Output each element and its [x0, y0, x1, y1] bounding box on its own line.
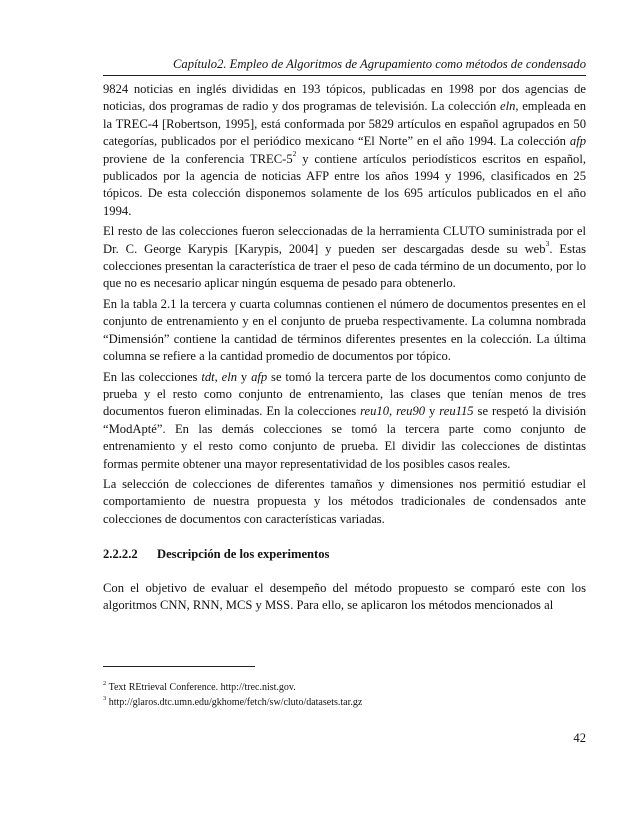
running-header: [103, 56, 586, 72]
p1-text-e: proviene de la conferencia TREC-5: [103, 151, 293, 166]
p1-text-f: y contiene artículos periodísticos escritos en español, publicados por la agencia de noticias AFP entre los años 1994 y 1996, clasificados en 25 tópicos. De esta colección disponemos solamente de los 695 artículos publicados en el año 1994.: [103, 151, 586, 218]
footnotes: [103, 680, 586, 710]
p4-collection-eln: eln: [221, 369, 238, 384]
p4-text-i: y: [425, 404, 440, 419]
running-header-title: Capítulo2. Empleo de Algoritmos de Agrupamiento como métodos de condensado: [173, 57, 586, 71]
footnote-3: [103, 695, 586, 710]
body-text: [103, 81, 586, 617]
footnote-rule: [103, 666, 255, 667]
paragraph-2: [103, 223, 586, 293]
p4-text-g: se tomó la tercera parte de los documentos como conjunto de prueba y el resto como conjunto de entrenamiento, las clases que tenían menos de tres documentos fueron eliminadas. En la colecciones: [103, 369, 587, 419]
p4-text-e: y: [237, 369, 252, 384]
footnote-text: Text REtrieval Conference. http://trec.nist.gov.: [108, 682, 296, 693]
footnote-text: http://glaros.dtc.umn.edu/gkhome/fetch/sw/cluto/datasets.tar.gz: [108, 697, 363, 708]
p1-text-c: , empleada en la TREC-4 [Robertson, 1995], está conformada por 5829 artículos en español agrupados en 50 categorías, publicados por el periódico mexicano “El Norte” en el año 1994. La colección: [103, 99, 586, 149]
section-title: Descripción de los experimentos: [157, 547, 330, 562]
footnote-ref-3: 3: [545, 239, 550, 249]
p4-collection-reu10-reu90: reu10, reu90: [360, 404, 426, 419]
paragraph-5: La selección de colecciones de diferentes tamaños y dimensiones nos permitió estudiar el comportamiento de nuestra propuesta y los métodos tradicionales de condensados ante colecciones de documentos con características variadas.: [103, 476, 586, 526]
p4-collection-afp: afp: [251, 369, 268, 384]
p2-text-b: . Estas colecciones presentan la característica de traer el peso de cada término de un documento, por lo que no es necesario aplicar ningún esquema de pesado para obtenerlo.: [103, 241, 586, 291]
paragraph-3: En la tabla 2.1 la tercera y cuarta columnas contienen el número de documentos presentes en el conjunto de entrenamiento y en el conjunto de prueba respectivamente. La columna nombrada “Dimensión” contiene la cantidad de términos diferentes presentes en la colección. La última columna se refiere a la cantidad promedio de documentos por tópico.: [103, 296, 586, 364]
page-number: 42: [573, 731, 586, 745]
p2-text-a: El resto de las colecciones fueron seleccionadas de la herramienta CLUTO suministrada por el Dr. C. George Karypis [Karypis, 2004] y pueden ser descargadas desde su web: [103, 224, 586, 256]
p1-collection-afp: afp: [569, 134, 586, 149]
paragraph-1: [103, 81, 586, 220]
section-number: 2.2.2.2: [103, 547, 138, 562]
paragraph-6: Con el objetivo de evaluar el desempeño del método propuesto se comparó este con los algoritmos CNN, RNN, MCS y MSS. Para ello, se aplicaron los métodos mencionados al: [103, 580, 586, 612]
p4-text-c: ,: [214, 369, 222, 384]
footnote-ref-2: 2: [292, 149, 297, 159]
p1-text-a: 9824 noticias en inglés divididas en 193 tópicos, publicadas en 1998 por dos agencias de noticias, dos programas de radio y dos programas de televisión. La colección: [103, 82, 586, 114]
p4-text-k: se respetó la división “ModApté”. En las demás colecciones se tomó la tercera parte como conjunto de entrenamiento y el resto como conjunto de prueba. El dividir las colecciones de distintas formas permite obtener una mayor representatividad de los posibles casos reales.: [103, 404, 587, 471]
footnote-mark: 2: [103, 679, 107, 687]
header-rule: [103, 75, 586, 76]
section-heading: [103, 546, 586, 563]
footnote-mark: 3: [103, 694, 107, 702]
paragraph-4: [103, 369, 586, 473]
p4-collection-reu115: reu115: [439, 404, 474, 419]
p4-collection-tdt: tdt: [201, 369, 215, 384]
footnote-2: [103, 680, 586, 695]
p4-text-a: En las colecciones: [103, 369, 202, 384]
p1-collection-eln: eln: [500, 99, 516, 114]
